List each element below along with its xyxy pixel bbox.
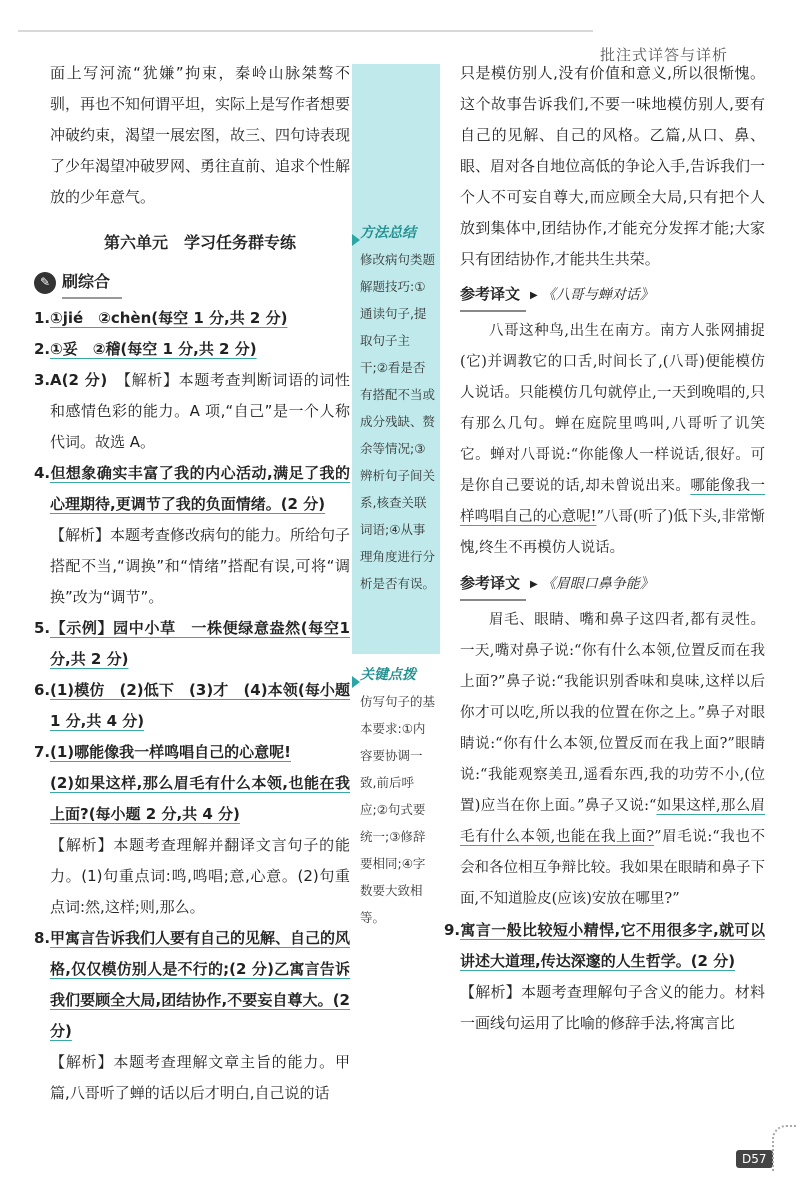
answer-item-7-line2: (2)如果这样,那么眉毛有什么本领,也能在我上面?(每小题 2 分,共 4 分)	[50, 774, 350, 823]
translation-header-1	[460, 279, 765, 312]
method-summary-title: 方法总结	[360, 225, 416, 241]
key-tip-box	[360, 656, 436, 931]
method-summary-box	[360, 214, 436, 597]
triangle-icon: ▶	[530, 290, 538, 301]
analysis-item-4: 【解析】本题考查修改病句的能力。所给句子搭配不当,“调换”和“情绪”搭配有误,可将“调换”改为“调节”。	[50, 526, 351, 606]
translation-text-1: 八哥这种鸟,出生在南方。南方人张网捕捉(它)并调教它的口舌,时间长了,(八哥)便能模仿人说话。只能模仿几句就停止,一天到晚唱的,只有那么几句。蝉在庭院里鸣叫,八哥听了讥笑它。蝉对八哥说:“你能像人一样说话,很好。可是你自己要说的话,却未曾说出来。哪能像我一样鸣唱自己的心意呢!”八哥(听了)低下头,非常惭愧,终生不再模仿人说话。	[460, 323, 765, 556]
answer-item-5: 5.【示例】园中小草 一株便绿意盎然(每空1 分,共 2 分)	[34, 619, 350, 668]
analysis-item-7: 【解析】本题考查理解并翻译文言句子的能力。(1)句重点词:鸣,鸣唱;意,心意。(2)句重点词:然,这样;则,那么。	[50, 836, 350, 916]
answer-item-7: 7.(1)哪能像我一样鸣唱自己的心意呢!	[34, 743, 291, 761]
answer-item-8: 8.甲寓言告诉我们人要有自己的见解、自己的风格,仅仅模仿别人是不行的;(2 分)乙寓言告诉我们要顾全大局,团结协作,不要妄自尊大。(2 分)	[34, 929, 351, 1040]
section-badge: 刷综合	[62, 266, 122, 299]
translation-label: 参考译文	[460, 568, 526, 601]
left-intro-paragraph: 面上写河流“犹嫌”拘束，秦岭山脉桀骜不驯，再也不知何谓平坦，实际上是写作者想要冲破约束，渴望一展宏图，故三、四句诗表现了少年渴望冲破罗网、勇往直前、追求个性解放的少年意气。	[50, 64, 351, 206]
analysis-text: 【解析】本题考查判断词语的词性和感情色彩的能力。A 项,“自己”是一个人称代词。故选 A。	[50, 371, 350, 451]
analysis-item-8: 【解析】本题考查理解文章主旨的能力。甲篇,八哥听了蝉的话以后才明白,自己说的话	[50, 1053, 350, 1102]
answer-item-6: 6.(1)模仿 (2)低下 (3)才 (4)本领(每小题 1 分,共 4 分)	[34, 681, 350, 730]
page-number: D57	[736, 1150, 773, 1168]
page-corner-decoration	[772, 1125, 796, 1172]
page-header: 批注式详答与详析	[600, 46, 729, 64]
translation-title: 《眉眼口鼻争能》	[541, 576, 654, 592]
header-rule	[18, 30, 593, 32]
key-tip-title: 关键点拨	[360, 667, 416, 683]
triangle-icon: ▶	[530, 579, 538, 590]
translation-title: 《八哥与蝉对话》	[541, 287, 654, 303]
sidebar-arrow-icon	[352, 676, 360, 688]
answer-item-3: 3.A(2 分) 【解析】本题考查判断词语的词性和感情色彩的能力。A 项,“自己”是一个人称代词。故选 A。	[34, 371, 350, 451]
right-column	[444, 58, 766, 1039]
translation-header-2	[460, 568, 765, 601]
answer-item-9: 9.寓言一般比较短小精悍,它不用很多字,就可以讲述大道理,传达深邃的人生哲学。(2 分)	[444, 921, 765, 970]
method-summary-text: 修改病句类题解题技巧:①通读句子,提取句子主干;②看是否有搭配不当或成分残缺、赘余等情况;③辨析句子间关系,核查关联词语;④从事理角度进行分析是否有误。	[360, 252, 436, 591]
answer-item-2: 2.①妥 ②稽(每空 1 分,共 2 分)	[34, 340, 257, 358]
section-header	[34, 266, 350, 299]
right-intro-paragraph: 只是模仿别人,没有价值和意义,所以很惭愧。这个故事告诉我们,不要一味地模仿别人,要有自己的见解、自己的风格。乙篇,从口、鼻、眼、眉对各自地位高低的争论入手,告诉我们一个人不可妄自尊大,而应顾全大局,只有把个人放到集体中,团结协作,才能充分发挥才能;大家只有团结协作,才能共生共荣。	[460, 64, 765, 268]
analysis-item-9: 【解析】本题考查理解句子含义的能力。材料一画线句运用了比喻的修辞手法,将寓言比	[460, 983, 765, 1032]
unit-title: 第六单元 学习任务群专练	[103, 233, 296, 252]
translation-label: 参考译文	[460, 279, 526, 312]
book-icon: ✎	[34, 272, 56, 294]
translation-text-2: 眉毛、眼睛、嘴和鼻子这四者,都有灵性。一天,嘴对鼻子说:“你有什么本领,位置反而在我上面?”鼻子说:“我能识别香味和臭味,这样以后你才可以吃,所以我的位置在你之上。”鼻子对眼睛说:“你有什么本领,位置反而在我上面?”眼睛说:“我能观察美丑,遥看东西,我的功劳不小,(位置)应当在你上面。”鼻子又说:“如果这样,那么眉毛有什么本领,也能在我上面?”眉毛说:“我也不会和各位相互争辩比较。我如果在眼睛和鼻子下面,不知道脸皮(应该)安放在哪里?”	[460, 612, 766, 907]
key-tip-text: 仿写句子的基本要求:①内容要协调一致,前后呼应;②句式要统一;③修辞要相同;④字数要大致相等。	[360, 694, 436, 925]
answer-item-1: 1.①jié ②chèn(每空 1 分,共 2 分)	[34, 309, 288, 327]
sidebar-arrow-icon	[352, 234, 360, 246]
answer-item-4: 4.但想象确实丰富了我的内心活动,满足了我的心理期待,更调节了我的负面情绪。(2 分)	[34, 464, 350, 513]
left-column	[34, 58, 351, 1109]
